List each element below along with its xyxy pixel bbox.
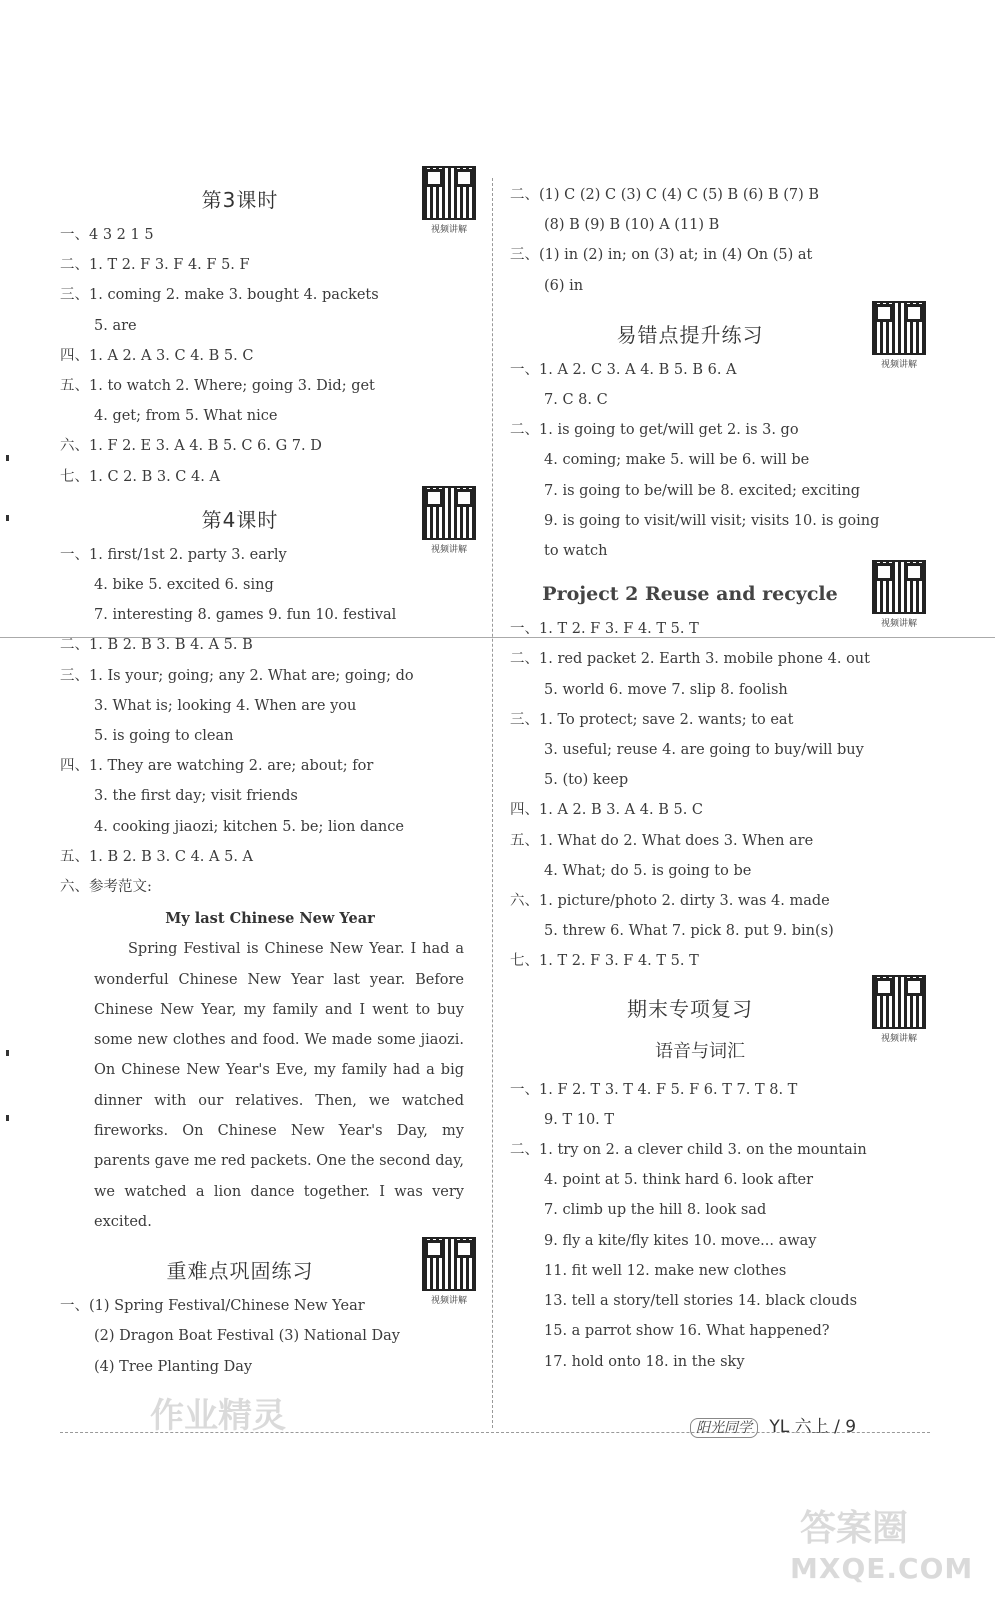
answer-row: 一、1. first/1st 2. party 3. early bbox=[60, 546, 287, 563]
answer-row: 4. point at 5. think hard 6. look after bbox=[544, 1172, 814, 1189]
qr-code-icon bbox=[872, 301, 926, 355]
answer-row: 5. threw 6. What 7. pick 8. put 9. bin(s) bbox=[544, 923, 834, 940]
qr-code[interactable] bbox=[418, 166, 480, 235]
section-subtitle: 语音与词汇 bbox=[655, 1040, 745, 1062]
essay-title: My last Chinese New Year bbox=[165, 910, 375, 928]
section-title: Project 2 Reuse and recycle bbox=[542, 583, 838, 606]
answer-row: (8) B (9) B (10) A (11) B bbox=[544, 217, 720, 234]
answer-row: 15. a parrot show 16. What happened? bbox=[544, 1323, 830, 1340]
answer-row: 二、1. try on 2. a clever child 3. on the mountain bbox=[510, 1142, 867, 1159]
answer-row: 五、1. B 2. B 3. C 4. A 5. A bbox=[60, 848, 254, 865]
watermark-text: 作业精灵 bbox=[150, 1396, 286, 1436]
answer-row: 五、1. to watch 2. Where; going 3. Did; get bbox=[60, 378, 375, 395]
answer-row: 二、1. red packet 2. Earth 3. mobile phone 4. out bbox=[510, 651, 870, 668]
answer-row: 13. tell a story/tell stories 14. black clouds bbox=[544, 1293, 858, 1310]
section-continued bbox=[510, 180, 930, 301]
answer-row: (2) Dragon Boat Festival (3) National Day bbox=[94, 1328, 400, 1345]
answer-row: 一、4 3 2 1 5 bbox=[60, 227, 154, 243]
answer-row: (4) Tree Planting Day bbox=[94, 1358, 253, 1375]
answer-row: 四、1. They are watching 2. are; about; for bbox=[60, 758, 374, 775]
qr-code-icon bbox=[872, 560, 926, 614]
watermark-corner-bottom: MXQE.COM bbox=[790, 1552, 974, 1585]
watermark-corner-top: 答案圈 bbox=[800, 1508, 909, 1549]
margin-mark bbox=[6, 1050, 9, 1056]
answer-row: 4. coming; make 5. will be 6. will be bbox=[544, 452, 810, 469]
qr-code[interactable] bbox=[868, 975, 930, 1044]
answer-row: 9. fly a kite/fly kites 10. move... away bbox=[544, 1232, 817, 1249]
answer-row: 三、(1) in (2) in; on (3) at; in (4) On (5) at bbox=[510, 247, 813, 264]
answer-row: 17. hold onto 18. in the sky bbox=[544, 1353, 745, 1370]
margin-mark bbox=[6, 455, 9, 461]
margin-mark bbox=[6, 515, 9, 521]
answer-row: 七、1. C 2. B 3. C 4. A bbox=[60, 468, 220, 485]
qr-caption: 视频讲解 bbox=[880, 619, 917, 630]
qr-caption: 视频讲解 bbox=[880, 1033, 917, 1044]
answer-row: 二、1. is going to get/will get 2. is 3. go bbox=[510, 422, 799, 439]
margin-mark bbox=[6, 1115, 9, 1121]
answer-row: 4. What; do 5. is going to be bbox=[544, 862, 752, 879]
section-lesson-3 bbox=[60, 180, 480, 492]
answer-row: to watch bbox=[544, 543, 608, 560]
qr-code[interactable] bbox=[418, 486, 480, 555]
section-title: 第4课时 bbox=[201, 507, 279, 532]
answer-row: 5. world 6. move 7. slip 8. foolish bbox=[544, 681, 788, 698]
answer-row: 四、1. A 2. B 3. A 4. B 5. C bbox=[510, 802, 704, 819]
answer-row: 七、1. T 2. F 3. F 4. T 5. T bbox=[510, 953, 699, 970]
page-footer bbox=[690, 1412, 856, 1437]
answer-row: 5. is going to clean bbox=[94, 728, 234, 745]
section-title: 易错点提升练习 bbox=[616, 322, 764, 347]
brand-logo: 阳光同学 bbox=[690, 1418, 758, 1438]
qr-code-icon bbox=[422, 486, 476, 540]
answer-row: 三、1. Is your; going; any 2. What are; going; do bbox=[60, 667, 414, 684]
answer-row: 7. climb up the hill 8. look sad bbox=[544, 1202, 767, 1219]
answer-row: 六、1. picture/photo 2. dirty 3. was 4. made bbox=[510, 893, 830, 910]
section-final-review bbox=[510, 989, 930, 1377]
answer-row: 5. (to) keep bbox=[544, 772, 629, 789]
answer-row: 9. is going to visit/will visit; visits 10. is going bbox=[544, 512, 880, 529]
answer-row: 三、1. coming 2. make 3. bought 4. packets bbox=[60, 287, 379, 304]
section-title: 期末专项复习 bbox=[627, 996, 753, 1021]
answer-row: 4. cooking jiaozi; kitchen 5. be; lion dance bbox=[94, 818, 404, 835]
answer-row: 一、1. T 2. F 3. F 4. T 5. T bbox=[510, 621, 699, 638]
qr-caption: 视频讲解 bbox=[430, 544, 467, 555]
answer-row: 11. fit well 12. make new clothes bbox=[544, 1262, 787, 1279]
answer-row: 7. is going to be/will be 8. excited; exciting bbox=[544, 482, 861, 499]
answer-row: 六、参考范文: bbox=[60, 879, 152, 896]
section-title: 第3课时 bbox=[201, 188, 279, 212]
section-title: 重难点巩固练习 bbox=[166, 1259, 314, 1284]
right-column bbox=[510, 180, 930, 1377]
qr-code[interactable] bbox=[868, 301, 930, 370]
qr-code-icon bbox=[422, 1237, 476, 1291]
answer-row: 4. get; from 5. What nice bbox=[94, 408, 278, 425]
left-column bbox=[60, 180, 480, 1382]
answer-row: 7. C 8. C bbox=[544, 392, 608, 409]
answer-row: 二、(1) C (2) C (3) C (4) C (5) B (6) B (7) B bbox=[510, 187, 820, 203]
answer-row: 3. the first day; visit friends bbox=[94, 788, 298, 805]
answer-row: 一、1. F 2. T 3. T 4. F 5. F 6. T 7. T 8. T bbox=[510, 1081, 798, 1098]
section-key-review bbox=[60, 1251, 480, 1382]
section-lesson-4 bbox=[60, 500, 480, 1237]
qr-caption: 视频讲解 bbox=[880, 359, 917, 370]
qr-code-icon bbox=[872, 975, 926, 1029]
answer-row: 二、1. B 2. B 3. B 4. A 5. B bbox=[60, 637, 253, 654]
answer-row: 3. What is; looking 4. When are you bbox=[94, 697, 357, 714]
qr-code[interactable] bbox=[868, 560, 930, 629]
answer-row: 7. interesting 8. games 9. fun 10. festival bbox=[94, 607, 397, 624]
section-error-practice bbox=[510, 315, 930, 566]
column-divider bbox=[492, 178, 493, 1428]
answer-row: 3. useful; reuse 4. are going to buy/will buy bbox=[544, 742, 864, 759]
section-header bbox=[510, 989, 930, 1044]
answer-row: 六、1. F 2. E 3. A 4. B 5. C 6. G 7. D bbox=[60, 438, 322, 455]
qr-caption: 视频讲解 bbox=[430, 225, 467, 235]
answer-row: 5. are bbox=[94, 317, 137, 334]
essay-body: Spring Festival is Chinese New Year. I had a wonderful Chinese New Year last year. Before Chinese New Year, my family and I went to buy some new clothes and food. We made some jiaozi. On Chinese New Year's Eve, my family had a big dinner with our relatives. Then, we watched fireworks. On Chinese New Year's Day, my parents gave me red packets. One the second day, we watched a lion dance together. I was very excited. bbox=[94, 941, 464, 1230]
answer-row: 三、1. To protect; save 2. wants; to eat bbox=[510, 711, 794, 728]
answer-row: 一、1. A 2. C 3. A 4. B 5. B 6. A bbox=[510, 361, 737, 378]
answer-row: 4. bike 5. excited 6. sing bbox=[94, 577, 274, 594]
answer-row: 二、1. T 2. F 3. F 4. F 5. F bbox=[60, 257, 250, 274]
answer-row: (6) in bbox=[544, 277, 584, 294]
section-project-2 bbox=[510, 574, 930, 976]
qr-caption: 视频讲解 bbox=[430, 1296, 467, 1307]
qr-code-icon bbox=[422, 166, 476, 220]
qr-code[interactable] bbox=[418, 1237, 480, 1306]
answer-row: 一、(1) Spring Festival/Chinese New Year bbox=[60, 1298, 365, 1315]
answer-row: 五、1. What do 2. What does 3. When are bbox=[510, 832, 814, 849]
page-code: YL 六上 / 9 bbox=[769, 1417, 857, 1437]
answer-row: 9. T 10. T bbox=[544, 1111, 615, 1128]
answer-row: 四、1. A 2. A 3. C 4. B 5. C bbox=[60, 347, 254, 364]
